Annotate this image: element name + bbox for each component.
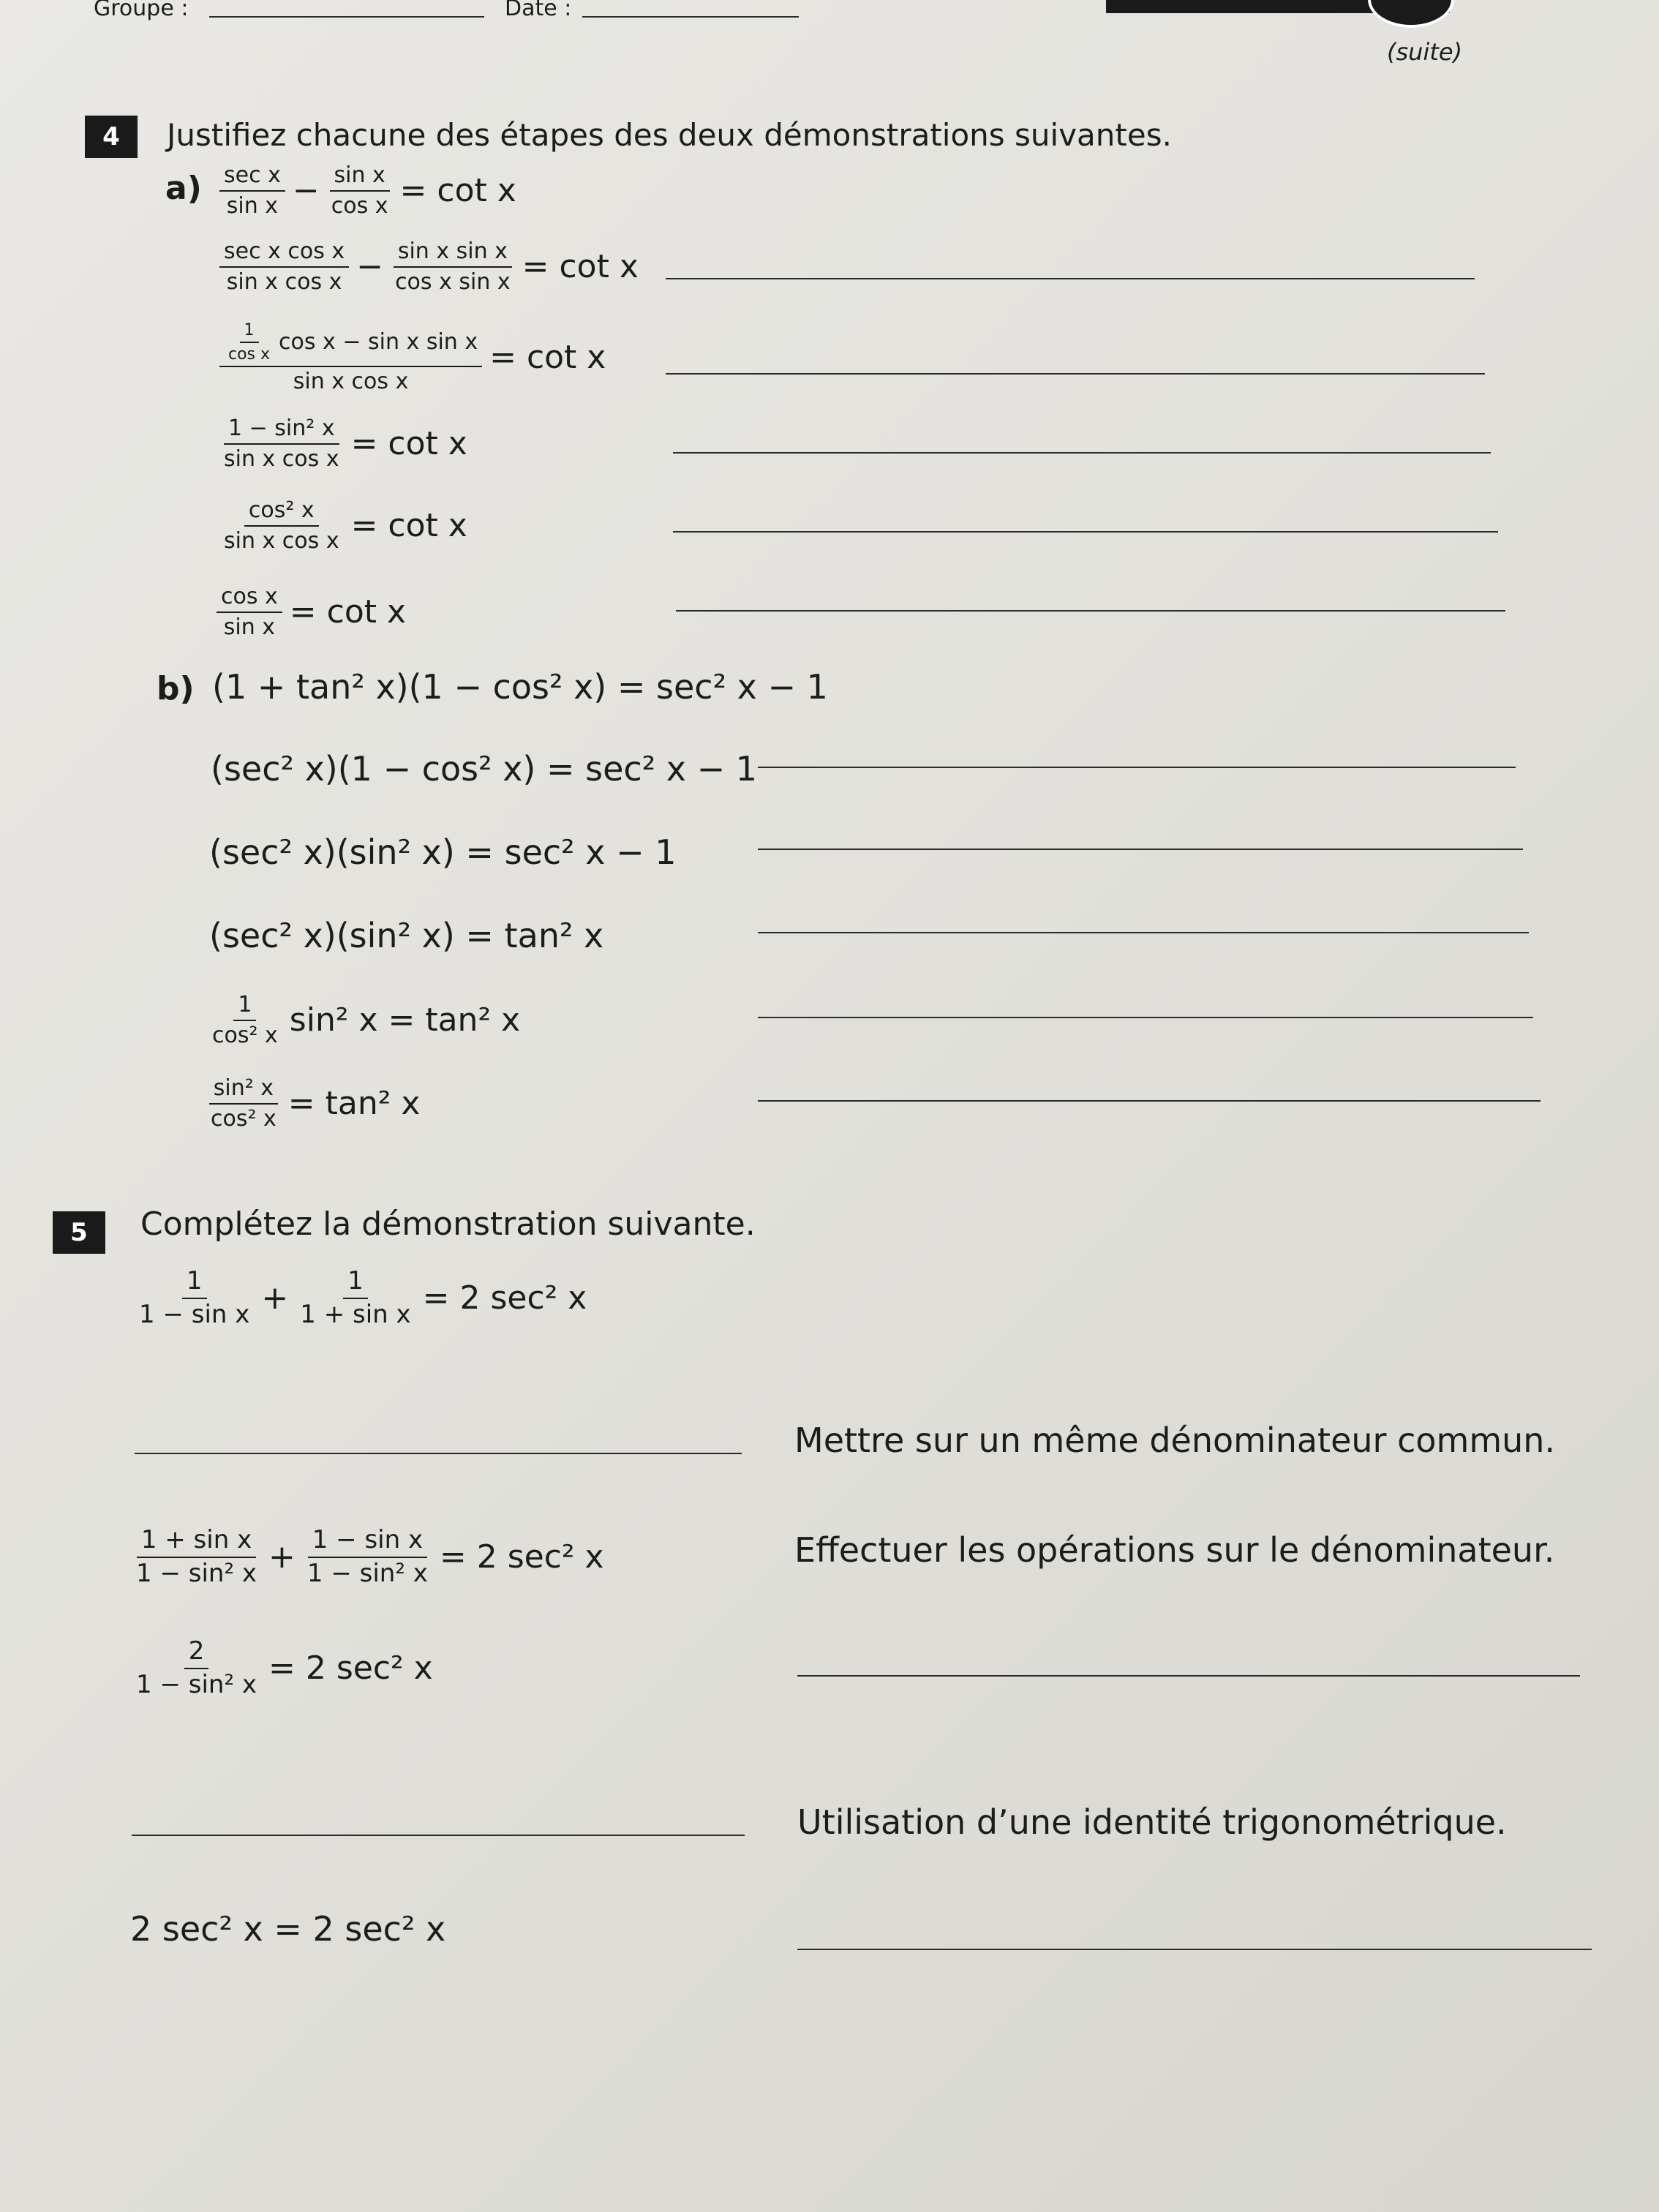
ex5-eq3: $\frac{2}{\text{1 − sin² x}}$ = 2 sec² x: [132, 1639, 433, 1698]
answer-line-5-4[interactable]: [132, 1835, 745, 1836]
fraction: $\frac{\text{cos² x}}{\text{sin x cos x}}$: [224, 497, 339, 554]
justification-line-b1[interactable]: [758, 767, 1516, 768]
exercise-5-instruction: Complétez la démonstration suivante.: [140, 1205, 756, 1243]
fraction: $\frac{\text{sin x}}{\text{cos x}}$: [327, 164, 393, 217]
fraction: $\frac{1}{\text{cos² x}}$: [212, 992, 278, 1048]
fraction: $\frac{\text{1 − sin x}}{\text{1 − sin² x}}$: [306, 1525, 428, 1588]
justification-line-a3[interactable]: [673, 452, 1491, 454]
fraction: $\frac{1}{\text{1 + sin x}}$: [300, 1266, 411, 1329]
b-eq1: (sec² x)(1 − cos² x) = sec² x − 1: [211, 749, 758, 789]
fraction: $\frac{1}{\text{1 − sin x}}$: [139, 1266, 250, 1329]
justification-line-b4[interactable]: [758, 1017, 1533, 1018]
ex5-eq0: $\frac{1}{\text{1 − sin x}}$ + $\frac{1}{\text{1 + sin x}}$ = 2 sec² x: [135, 1268, 587, 1328]
justification-line-b3[interactable]: [758, 932, 1529, 933]
ex5-eq2: $\frac{\text{1 + sin x}}{\text{1 − sin² x}}$ + $\frac{\text{1 − sin x}}{\text{1 − sin² x}}$ = 2 sec² x: [132, 1527, 604, 1587]
part-a-label: a): [165, 170, 202, 207]
answer-line-5-3[interactable]: [797, 1675, 1580, 1677]
b-eq2: (sec² x)(sin² x) = sec² x − 1: [209, 832, 677, 872]
section-badge: [1368, 0, 1454, 28]
justification-line-b5[interactable]: [758, 1100, 1540, 1102]
ex5-eq5: 2 sec² x = 2 sec² x: [130, 1909, 446, 1949]
justification-line-b2[interactable]: [758, 849, 1523, 850]
a-eq1: $\frac{\text{sec x cos x}}{\text{sin x cos x}}$ − $\frac{\text{sin x sin x}}{\text{cos x sin x}}$ = cot x: [219, 240, 639, 293]
ex5-step1: Mettre sur un même dénominateur commun.: [794, 1421, 1556, 1460]
a-eq3: $\frac{\text{1 − sin² x}}{\text{sin x cos x}}$ = cot x: [219, 417, 467, 470]
justification-line-a4[interactable]: [673, 531, 1498, 533]
a-eq2: $\frac{1}{\text{cos x}}$ cos x − sin x sin x sin x cos x = cot x: [219, 322, 606, 394]
fraction: $\frac{\text{sin x sin x}}{\text{cos x sin x}}$: [391, 240, 515, 293]
fraction: $\frac{\text{sin² x}}{\text{cos² x}}$: [206, 1077, 281, 1130]
part-b-label: b): [157, 670, 195, 707]
a-eq0: $\frac{\text{sec x}}{\text{sin x}}$ − $\frac{\text{sin x}}{\text{cos x}}$ = cot x: [219, 164, 516, 217]
justification-line-a2[interactable]: [666, 373, 1485, 375]
groupe-field[interactable]: [209, 16, 484, 18]
fraction: $\frac{\text{sec x}}{\text{sin x}}$: [219, 164, 285, 217]
date-label: Date :: [505, 0, 572, 21]
ex5-step4: Utilisation d’une identité trigonométrique.: [797, 1802, 1507, 1842]
exercise-4-number: 4: [85, 116, 138, 158]
b-eq3: (sec² x)(sin² x) = tan² x: [209, 916, 604, 955]
justification-line-a1[interactable]: [666, 278, 1475, 279]
b-eq0: (1 + tan² x)(1 − cos² x) = sec² x − 1: [212, 667, 828, 707]
fraction: $\frac{\text{1 − sin² x}}{\text{sin x cos x}}$: [224, 415, 339, 472]
justification-line-a5[interactable]: [676, 610, 1505, 612]
fraction: $\frac{2}{\text{1 − sin² x}}$: [136, 1636, 257, 1699]
fraction: $\frac{\text{cos x}}{\text{sin x}}$: [217, 585, 282, 639]
exercise-5-number: 5: [53, 1211, 105, 1254]
fraction: $\frac{1}{\text{cos x}}$ cos x − sin x sin x sin x cos x: [219, 322, 482, 394]
suite-label: (suite): [1387, 38, 1463, 66]
b-eq5: $\frac{\text{sin² x}}{\text{cos² x}}$ = tan² x: [206, 1077, 420, 1130]
ex5-step2: Effectuer les opérations sur le dénominateur.: [794, 1530, 1555, 1570]
exercise-4-instruction: Justifiez chacune des étapes des deux démonstrations suivantes.: [167, 117, 1172, 153]
a-eq4: $\frac{\text{cos² x}}{\text{sin x cos x}}$ = cot x: [219, 499, 467, 552]
fraction: $\frac{\text{1 + sin x}}{\text{1 − sin² x}}$: [136, 1525, 257, 1588]
groupe-label: Groupe :: [94, 0, 189, 21]
answer-line-5-1[interactable]: [135, 1453, 742, 1454]
answer-line-5-5[interactable]: [797, 1949, 1592, 1950]
b-eq4: $\frac{1}{\text{cos² x}}$ sin² x = tan² x: [208, 993, 520, 1047]
date-field[interactable]: [582, 16, 799, 18]
fraction: $\frac{\text{sec x cos x}}{\text{sin x cos x}}$: [219, 240, 349, 293]
a-eq5: $\frac{\text{cos x}}{\text{sin x}}$ = cot x: [217, 585, 406, 639]
